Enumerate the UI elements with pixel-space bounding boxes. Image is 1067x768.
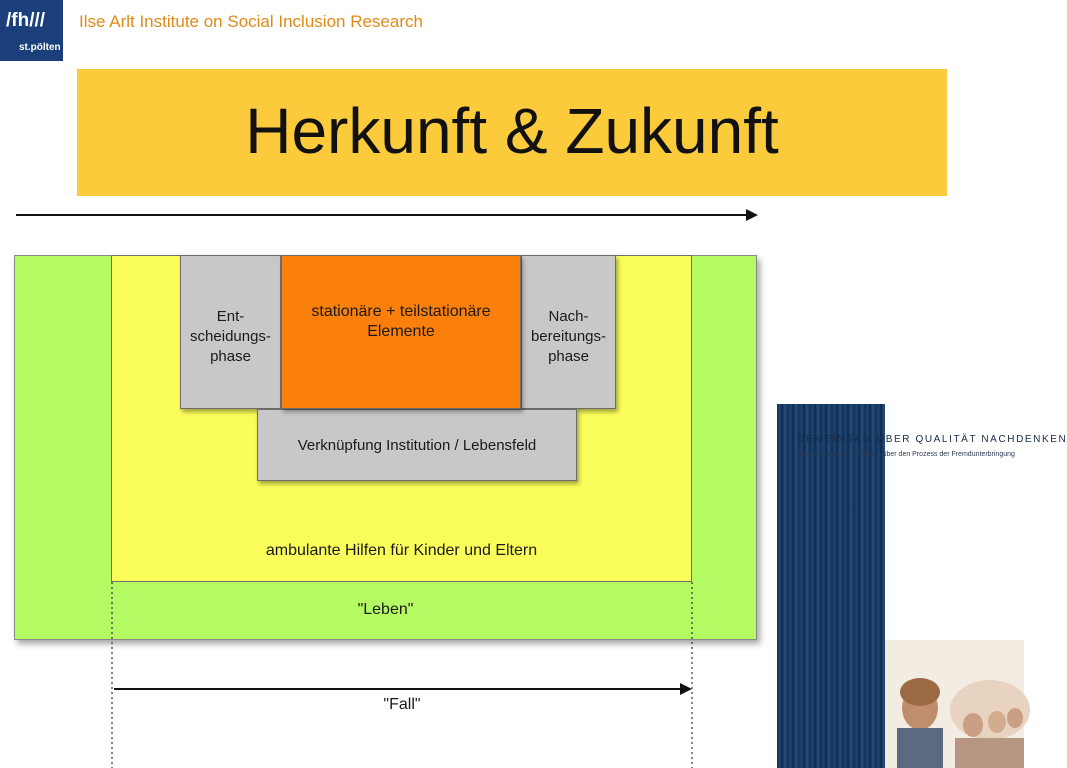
stationary-label: stationäre + teilstationäre Elemente: [311, 303, 491, 340]
follow-up-phase-label: Nach- bereitungs- phase: [530, 308, 607, 365]
page-title: Herkunft & Zukunft: [245, 95, 779, 167]
children-photo: [885, 640, 1024, 768]
logo-subtext: st.pölten: [19, 42, 61, 53]
case-label: "Fall": [383, 696, 421, 713]
timeline-arrow: [0, 205, 770, 225]
logo-text: /fh///: [6, 10, 46, 31]
book-subtitle: Ein Leitfaden zur Reflexion über den Prozess der Fremdunterbringung: [797, 451, 1015, 458]
decision-phase-label: Ent- scheidungs- phase: [190, 308, 271, 365]
fh-logo: [0, 0, 63, 61]
ambulant-label: ambulante Hilfen für Kinder und Eltern: [265, 542, 538, 559]
case-arrow: [0, 582, 710, 768]
book-cover: [777, 404, 885, 768]
life-label: "Leben": [357, 601, 414, 618]
link-label: Verknüpfung Institution / Lebensfeld: [297, 437, 537, 454]
book-title: GEMEINSAM ÜBER QUALITÄT NACHDENKEN: [797, 434, 1067, 445]
institute-name: Ilse Arlt Institute on Social Inclusion Research: [79, 12, 423, 31]
